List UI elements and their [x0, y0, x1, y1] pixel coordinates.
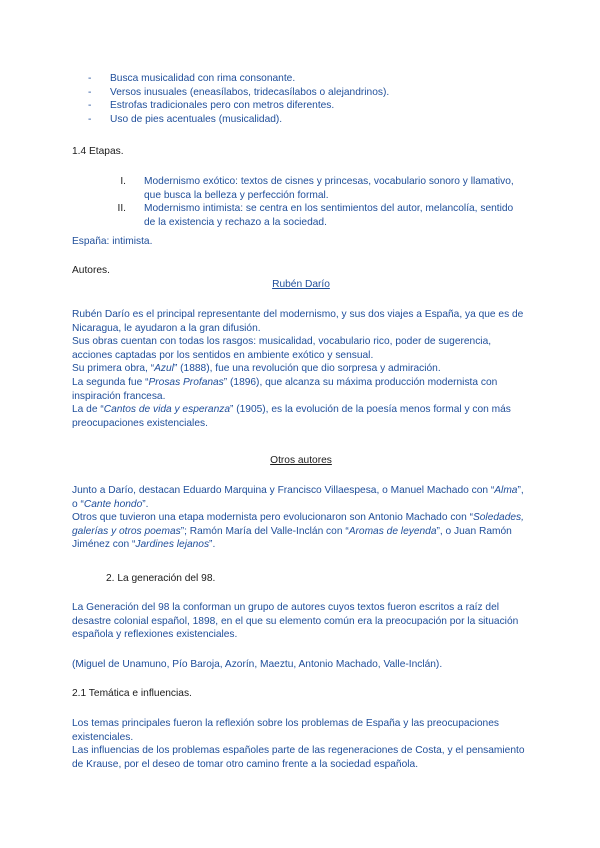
list-number: I. — [120, 176, 126, 187]
paragraph: Otros que tuvieron una etapa modernista pero evolucionaron son Antonio Machado con “Soledades, galerías y otros poemas”; Ramón María del Valle-Inclán con “Aromas de leyenda”, o Juan Ramón Jiménez con “Jardines lejanos”. — [72, 512, 524, 551]
dario-title: Rubén Darío — [272, 279, 330, 290]
paragraph: Junto a Darío, destacan Eduardo Marquina y Francisco Villaespesa, o Manuel Machado con “Alma”, o “Cante hondo”. — [72, 485, 524, 510]
subsection-heading-tematica: 2.1 Temática e influencias. — [72, 688, 192, 699]
section-heading-generacion: 2. La generación del 98. — [106, 573, 216, 584]
section-heading-autores: Autores. — [72, 265, 110, 276]
subsection-title-otros — [72, 454, 530, 468]
otros-paragraphs — [72, 484, 530, 552]
paragraph: La segunda fue “Prosas Profanas” (1896), que alcanza su máxima producción modernista con inspiración francesa. — [72, 376, 498, 402]
work-title: Azul — [154, 363, 174, 375]
dario-paragraphs — [72, 308, 530, 430]
work-title: Alma — [494, 485, 518, 496]
list-item — [112, 175, 517, 202]
work-title: Aromas de leyenda — [348, 525, 437, 537]
generacion-paragraph: La Generación del 98 la conforman un grupo de autores cuyos textos fueron escritos a raíz del desastre colonial español, 1898, en el que su elemento común era la preocupación por la situación española y reflexiones existenciales. — [72, 602, 519, 641]
otros-title: Otros autores — [270, 455, 332, 466]
list-item: - Uso de pies acentuales (musicalidad). — [88, 113, 528, 127]
work-title: Cante hondo — [83, 498, 143, 510]
list-item: - Versos inusuales (eneasílabos, tridecasílabos o alejandrinos). — [88, 86, 528, 100]
work-title: Prosas Profanas — [148, 376, 224, 388]
espana-note: España: intimista. — [72, 236, 153, 247]
section-heading-etapas: 1.4 Etapas. — [72, 146, 124, 157]
subsection-title-dario — [72, 278, 530, 292]
paragraph: Las influencias de los problemas españoles parte de las regeneraciones de Costa, y el pensamiento de Krause, por el deseo de tomar otro camino frente a la sociedad española. — [72, 745, 525, 770]
paragraph: Sus obras cuentan con todas los rasgos: musicalidad, vocabulario rico, poder de sugerencia, acciones captadas por los sentidos en ambiente exótico y sensual. — [72, 336, 492, 361]
list-item-text: Modernismo exótico: textos de cisnes y princesas, vocabulario sonoro y llamativo, que busca la belleza y perfección formal. — [144, 176, 514, 201]
list-number: II. — [117, 203, 126, 215]
list-item: - Estrofas tradicionales pero con metros diferentes. — [88, 99, 528, 113]
paragraph: Los temas principales fueron la reflexión sobre los problemas de España y las preocupaciones existenciales. — [72, 718, 499, 743]
work-title: Jardines lejanos — [135, 539, 210, 551]
list-item-text: Modernismo intimista: se centra en los sentimientos del autor, melancolía, sentido de la existencia y rechazo a la sociedad. — [144, 203, 514, 228]
list-item: - Busca musicalidad con rima consonante. — [88, 72, 528, 86]
paragraph: La de “Cantos de vida y esperanza” (1905), es la evolución de la poesía menos formal y con más preocupaciones existenciales. — [72, 404, 511, 429]
work-title: Cantos de vida y esperanza — [103, 404, 231, 416]
generacion-authors: (Miguel de Unamuno, Pío Baroja, Azorín, Maeztu, Antonio Machado, Valle-Inclán). — [72, 659, 443, 670]
etapas-list — [112, 175, 517, 229]
list-item — [112, 202, 517, 229]
work-title: Soledades, galerías y otros poemas — [72, 512, 524, 537]
tematica-paragraphs — [72, 717, 530, 771]
paragraph: Rubén Darío es el principal representante del modernismo, y sus dos viajes a España, ya que es de Nicaragua, le ayudaron a la gran difusión. — [72, 309, 524, 334]
features-list — [88, 72, 528, 126]
paragraph: Su primera obra, “Azul” (1888), fue una revolución que dio sorpresa y admiración. — [72, 363, 441, 375]
